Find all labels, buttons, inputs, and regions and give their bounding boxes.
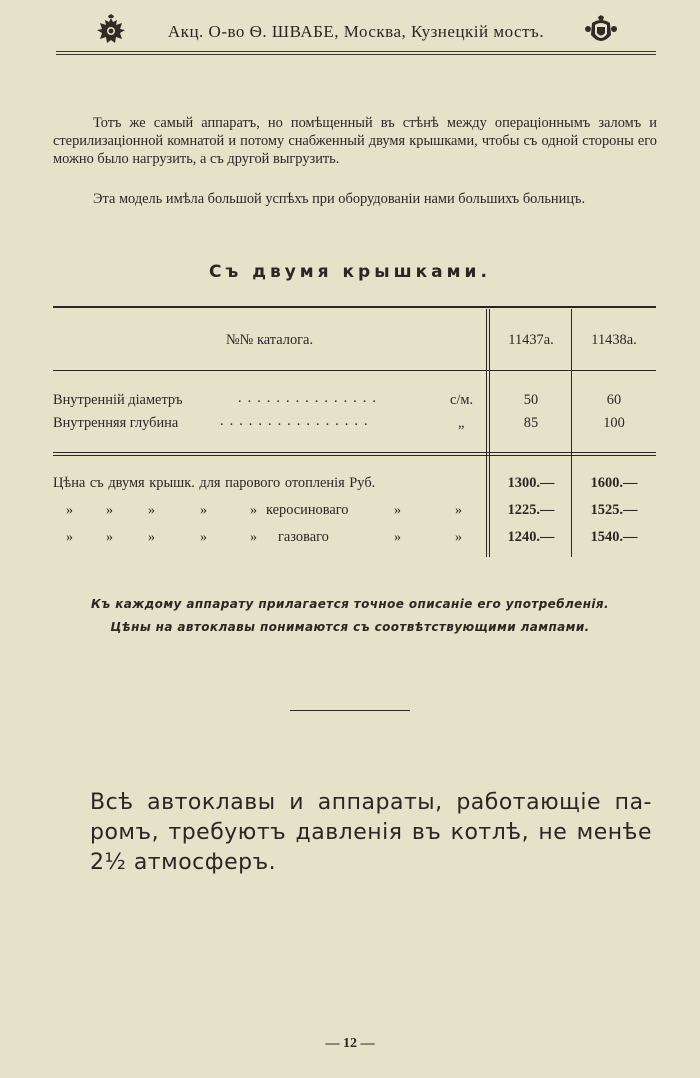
catalog-number: 11437a. xyxy=(508,332,554,348)
page-header xyxy=(56,12,656,52)
row-label: газоваго xyxy=(278,529,329,545)
page-number: — 12 — xyxy=(325,1036,375,1051)
row-label: Цѣна съ двумя крышк. для парового отопленія Руб. xyxy=(53,475,376,491)
cell-value: 50 xyxy=(523,392,539,408)
price-section-rule xyxy=(53,452,656,456)
ditto-mark: » xyxy=(106,530,113,545)
leader-dots: ............... xyxy=(238,390,382,406)
ditto-mark: » xyxy=(106,503,113,518)
leader-dots: ................ xyxy=(220,413,374,429)
section-divider xyxy=(290,710,410,711)
coat-of-arms-emblem-icon xyxy=(584,15,618,49)
price-value: 1540.— xyxy=(590,529,638,545)
ditto-mark: » xyxy=(250,530,257,545)
ditto-mark: » xyxy=(66,503,73,518)
statement-line: ромъ, требуютъ давленія въ котлѣ, не менѣе xyxy=(90,820,652,845)
note-line: Цѣны на автоклавы понимаются съ соотвѣтствующими лампами. xyxy=(110,620,590,634)
ditto-mark: » xyxy=(148,530,155,545)
price-value: 1300.— xyxy=(507,475,555,491)
table-top-rule xyxy=(53,306,656,308)
ditto-mark: » xyxy=(394,503,401,518)
price-value: 1600.— xyxy=(590,475,638,491)
cell-value: 100 xyxy=(603,415,625,431)
statement-line: 2½ атмосферъ. xyxy=(90,850,277,875)
intro-paragraph-1: Тотъ же самый аппаратъ, но помѣщенный въ стѣнѣ между операціоннымъ заломъ и стерилизаціонной комнатой и потому снабженный двумя крышками, чтобы съ одной стороны его можно было нагрузить, а съ другой выгрузить. xyxy=(53,115,657,168)
ditto-mark: » xyxy=(200,530,207,545)
pressure-statement xyxy=(90,788,652,878)
catalog-header-label: №№ каталога. xyxy=(225,332,314,348)
row-unit: с/м. xyxy=(450,392,474,408)
section-title: Съ двумя крышками. xyxy=(209,262,491,282)
row-unit: „ xyxy=(458,415,465,431)
ditto-mark: » xyxy=(200,503,207,518)
note-line: Къ каждому аппарату прилагается точное описаніе его употребленія. xyxy=(91,597,609,611)
header-divider xyxy=(56,51,656,55)
price-value: 1240.— xyxy=(507,529,555,545)
statement-line: Всѣ автоклавы и аппараты, работающіе па- xyxy=(90,790,652,815)
cell-value: 60 xyxy=(606,392,622,408)
header-row-rule xyxy=(53,370,656,371)
ditto-mark: » xyxy=(455,503,462,518)
ditto-mark: » xyxy=(394,530,401,545)
ditto-mark: » xyxy=(455,530,462,545)
column-divider xyxy=(486,309,487,557)
row-label: керосиноваго xyxy=(266,502,349,518)
header-title: Акц. О-во Ѳ. ШВАБЕ, Москва, Кузнецкій мостъ. xyxy=(167,22,545,41)
ditto-mark: » xyxy=(250,503,257,518)
intro-paragraph-2: Эта модель имѣла большой успѣхъ при оборудованіи нами большихъ больницъ. xyxy=(93,191,586,207)
catalog-number: 11438a. xyxy=(591,332,637,348)
price-value: 1225.— xyxy=(507,502,555,518)
ditto-mark: » xyxy=(66,530,73,545)
row-label: Внутренній діаметръ xyxy=(53,392,183,408)
cell-value: 85 xyxy=(523,415,539,431)
row-label: Внутренняя глубина xyxy=(53,415,179,431)
price-value: 1525.— xyxy=(590,502,638,518)
ditto-mark: » xyxy=(148,503,155,518)
